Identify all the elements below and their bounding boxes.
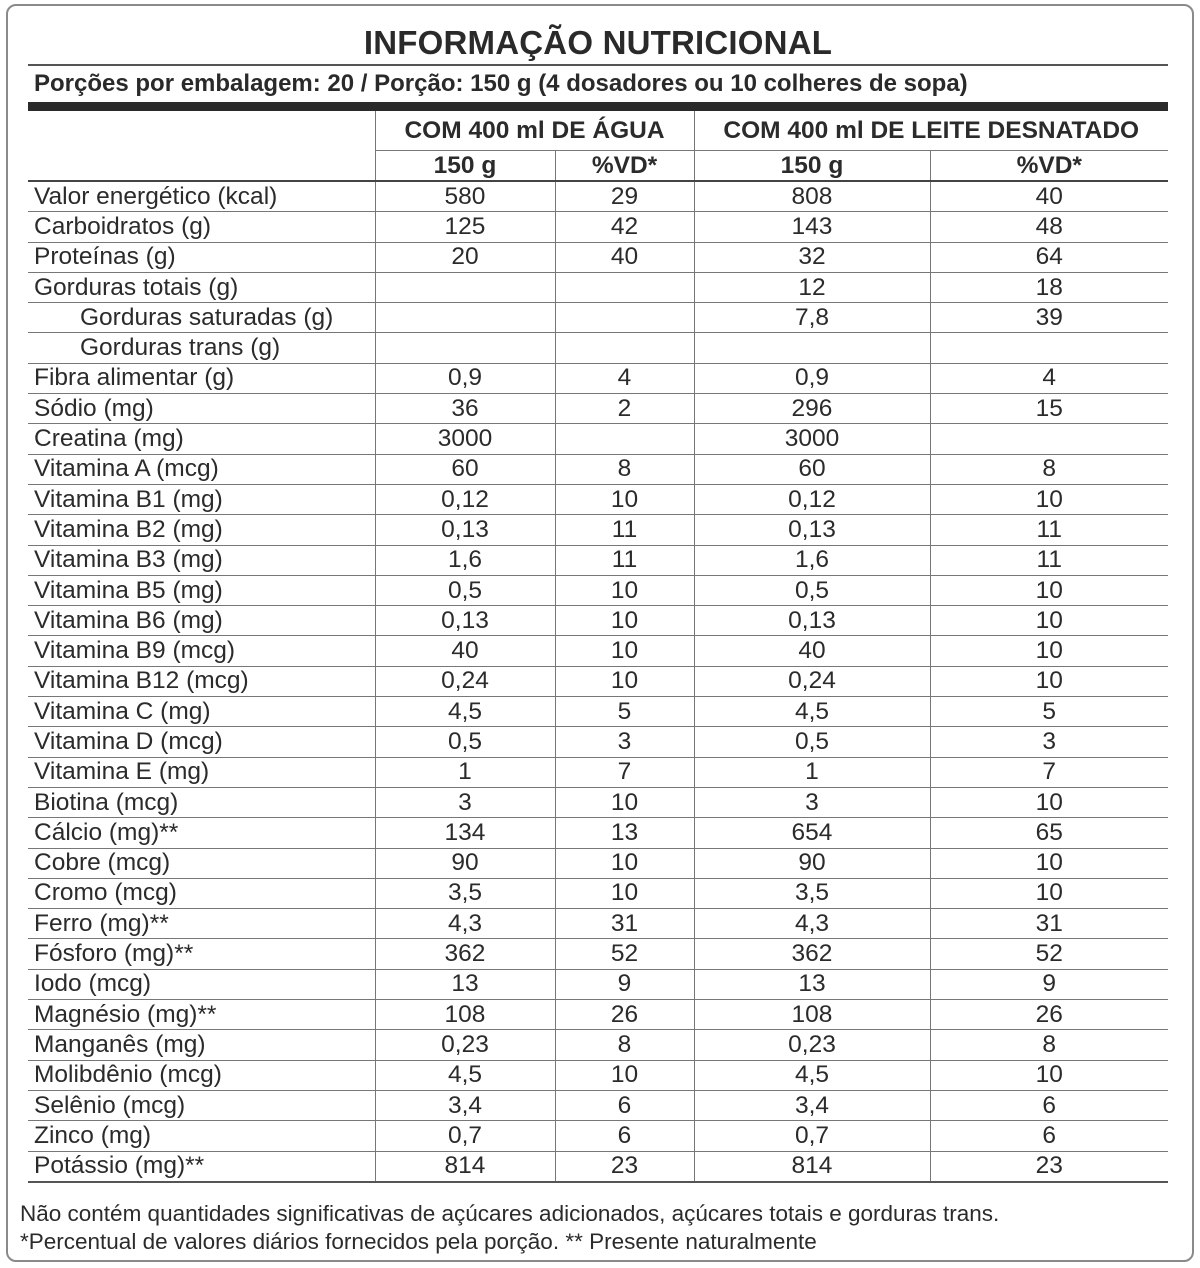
water-dv: 10 [555,575,694,605]
table-row [28,575,1168,605]
milk-amount: 4,5 [694,1060,930,1090]
water-amount: 40 [375,636,555,666]
milk-amount: 40 [694,636,930,666]
milk-dv: 10 [930,848,1168,878]
milk-dv: 5 [930,697,1168,727]
water-amount: 4,5 [375,697,555,727]
milk-dv: 10 [930,666,1168,696]
table-row [28,969,1168,999]
milk-amount: 0,24 [694,666,930,696]
table-row [28,1121,1168,1151]
milk-dv: 15 [930,394,1168,424]
milk-dv [930,333,1168,363]
milk-amount: 7,8 [694,303,930,333]
column-subheader-row [28,151,1168,182]
water-amount: 90 [375,848,555,878]
milk-amount: 4,5 [694,697,930,727]
water-dv: 23 [555,1151,694,1182]
milk-amount: 3000 [694,424,930,454]
water-amount: 134 [375,818,555,848]
milk-amount: 0,5 [694,727,930,757]
milk-amount: 12 [694,272,930,302]
milk-amount: 4,3 [694,909,930,939]
milk-amount: 654 [694,818,930,848]
nutrition-facts-panel [28,16,1168,1183]
milk-amount: 0,23 [694,1030,930,1060]
table-row [28,272,1168,302]
nutrient-name: Manganês (mg) [28,1030,375,1060]
water-dv [555,333,694,363]
milk-dv: 6 [930,1090,1168,1120]
serving-info: Porções por embalagem: 20 / Porção: 150 g (4 dosadores ou 10 colheres de sopa) [34,70,968,97]
milk-dv: 10 [930,878,1168,908]
table-row [28,878,1168,908]
table-row [28,212,1168,242]
milk-dv: 52 [930,939,1168,969]
milk-dv: 18 [930,272,1168,302]
nutrient-name: Vitamina B1 (mg) [28,484,375,514]
footnote-line-1: Não contém quantidades significativas de açúcares adicionados, açúcares totais e gorduras trans. [20,1201,1000,1226]
nutrient-name: Cobre (mcg) [28,848,375,878]
water-amount: 3,4 [375,1090,555,1120]
table-row [28,363,1168,393]
water-dv: 5 [555,697,694,727]
water-amount: 0,5 [375,727,555,757]
nutrient-rows [28,181,1168,1182]
milk-dv: 31 [930,909,1168,939]
nutrient-name: Cálcio (mg)** [28,818,375,848]
milk-amount: 0,12 [694,484,930,514]
water-dv: 6 [555,1121,694,1151]
water-amount: 1 [375,757,555,787]
nutrient-name: Vitamina C (mg) [28,697,375,727]
milk-dv: 3 [930,727,1168,757]
milk-amount: 1,6 [694,545,930,575]
milk-amount: 0,7 [694,1121,930,1151]
water-amount: 3 [375,787,555,817]
water-dv: 10 [555,606,694,636]
milk-amount: 0,9 [694,363,930,393]
milk-dv: 11 [930,545,1168,575]
milk-amount: 13 [694,969,930,999]
water-dv: 10 [555,666,694,696]
water-dv-header: %VD* [555,151,694,182]
milk-dv: 9 [930,969,1168,999]
water-amount: 0,5 [375,575,555,605]
water-amount: 0,24 [375,666,555,696]
water-amount: 1,6 [375,545,555,575]
water-dv: 8 [555,454,694,484]
milk-amount: 362 [694,939,930,969]
water-dv: 26 [555,1000,694,1030]
water-dv: 3 [555,727,694,757]
milk-amount: 0,13 [694,515,930,545]
nutrient-name: Gorduras totais (g) [28,272,375,302]
milk-dv: 40 [930,181,1168,212]
water-amount: 60 [375,454,555,484]
table-row [28,606,1168,636]
table-row [28,727,1168,757]
milk-amount: 3,4 [694,1090,930,1120]
nutrient-name: Gorduras trans (g) [28,333,375,363]
water-amount: 36 [375,394,555,424]
water-group-header: COM 400 ml DE ÁGUA [375,111,694,151]
water-dv [555,424,694,454]
water-amount: 814 [375,1151,555,1182]
table-row [28,939,1168,969]
table-row [28,909,1168,939]
milk-group-header: COM 400 ml DE LEITE DESNATADO [694,111,1168,151]
water-dv: 8 [555,1030,694,1060]
table-row [28,757,1168,787]
water-amount [375,333,555,363]
water-amount [375,303,555,333]
water-amount: 4,5 [375,1060,555,1090]
nutrient-name: Cromo (mcg) [28,878,375,908]
nutrient-name: Vitamina B9 (mcg) [28,636,375,666]
nutrient-name: Molibdênio (mcg) [28,1060,375,1090]
thick-divider [28,102,1168,111]
nutrient-name: Carboidratos (g) [28,212,375,242]
water-dv: 13 [555,818,694,848]
milk-dv: 10 [930,636,1168,666]
milk-dv: 7 [930,757,1168,787]
nutrient-name: Proteínas (g) [28,242,375,272]
milk-dv: 8 [930,454,1168,484]
table-row [28,424,1168,454]
milk-dv: 48 [930,212,1168,242]
milk-amount: 814 [694,1151,930,1182]
table-row [28,242,1168,272]
nutrient-name: Vitamina D (mcg) [28,727,375,757]
nutrient-name: Valor energético (kcal) [28,181,375,212]
milk-amount: 808 [694,181,930,212]
table-row [28,1000,1168,1030]
milk-amount: 0,13 [694,606,930,636]
table-row [28,454,1168,484]
milk-amount: 108 [694,1000,930,1030]
nutrient-name: Potássio (mg)** [28,1151,375,1182]
milk-dv: 6 [930,1121,1168,1151]
nutrient-name: Vitamina B12 (mcg) [28,666,375,696]
footnote-line-2: *Percentual de valores diários fornecidos pela porção. ** Presente naturalmente [20,1229,817,1254]
milk-dv-header: %VD* [930,151,1168,182]
water-dv: 7 [555,757,694,787]
milk-dv: 10 [930,606,1168,636]
milk-amount [694,333,930,363]
water-dv: 11 [555,545,694,575]
water-amount: 0,9 [375,363,555,393]
table-row [28,484,1168,514]
table-row [28,787,1168,817]
water-amount: 20 [375,242,555,272]
nutrient-name: Zinco (mg) [28,1121,375,1151]
milk-dv: 10 [930,1060,1168,1090]
water-amount-header: 150 g [375,151,555,182]
table-row [28,666,1168,696]
nutrient-name: Creatina (mg) [28,424,375,454]
milk-dv [930,424,1168,454]
water-dv: 10 [555,848,694,878]
milk-dv: 10 [930,787,1168,817]
milk-dv: 11 [930,515,1168,545]
water-amount: 3,5 [375,878,555,908]
milk-amount: 3,5 [694,878,930,908]
nutrient-name: Selênio (mcg) [28,1090,375,1120]
nutrient-name: Vitamina A (mcg) [28,454,375,484]
milk-dv: 26 [930,1000,1168,1030]
nutrient-name: Vitamina B3 (mg) [28,545,375,575]
water-dv: 6 [555,1090,694,1120]
water-amount: 3000 [375,424,555,454]
nutrient-name: Vitamina B5 (mg) [28,575,375,605]
footnotes [20,1200,1190,1256]
nutrient-name: Vitamina E (mg) [28,757,375,787]
milk-dv: 8 [930,1030,1168,1060]
water-dv: 4 [555,363,694,393]
milk-amount: 90 [694,848,930,878]
table-row [28,394,1168,424]
water-amount: 13 [375,969,555,999]
milk-amount-header: 150 g [694,151,930,182]
table-row [28,1151,1168,1182]
milk-dv: 39 [930,303,1168,333]
water-dv: 10 [555,787,694,817]
milk-dv: 65 [930,818,1168,848]
water-amount: 125 [375,212,555,242]
milk-amount: 0,5 [694,575,930,605]
nutrient-name: Iodo (mcg) [28,969,375,999]
water-amount: 4,3 [375,909,555,939]
table-row [28,181,1168,212]
table-row [28,1060,1168,1090]
table-title: INFORMAÇÃO NUTRICIONAL [363,24,833,61]
water-dv: 10 [555,484,694,514]
water-dv: 31 [555,909,694,939]
milk-amount: 32 [694,242,930,272]
nutrient-name: Biotina (mcg) [28,787,375,817]
water-dv: 10 [555,878,694,908]
nutrient-name: Vitamina B6 (mg) [28,606,375,636]
milk-amount: 60 [694,454,930,484]
nutrient-name: Magnésio (mg)** [28,1000,375,1030]
blank-header-cell [28,111,375,151]
water-amount: 580 [375,181,555,212]
water-dv [555,272,694,302]
table-row [28,303,1168,333]
milk-amount: 296 [694,394,930,424]
water-dv: 10 [555,1060,694,1090]
nutrient-name: Sódio (mg) [28,394,375,424]
water-amount: 0,7 [375,1121,555,1151]
water-dv [555,303,694,333]
table-row [28,1030,1168,1060]
water-amount: 0,13 [375,515,555,545]
water-amount: 0,13 [375,606,555,636]
table-row [28,848,1168,878]
water-dv: 9 [555,969,694,999]
milk-amount: 143 [694,212,930,242]
water-dv: 10 [555,636,694,666]
nutrient-name: Vitamina B2 (mg) [28,515,375,545]
nutrition-table [28,111,1168,1183]
blank-header-cell [28,151,375,182]
table-row [28,545,1168,575]
milk-dv: 23 [930,1151,1168,1182]
nutrient-name: Gorduras saturadas (g) [28,303,375,333]
milk-amount: 3 [694,787,930,817]
milk-dv: 10 [930,484,1168,514]
table-row [28,333,1168,363]
column-group-header-row [28,111,1168,151]
table-row [28,515,1168,545]
table-row [28,1090,1168,1120]
water-dv: 40 [555,242,694,272]
nutrient-name: Fósforo (mg)** [28,939,375,969]
table-row [28,636,1168,666]
water-dv: 29 [555,181,694,212]
water-dv: 42 [555,212,694,242]
water-amount: 0,23 [375,1030,555,1060]
milk-dv: 4 [930,363,1168,393]
water-dv: 52 [555,939,694,969]
water-dv: 2 [555,394,694,424]
water-dv: 11 [555,515,694,545]
table-row [28,697,1168,727]
milk-amount: 1 [694,757,930,787]
water-amount [375,272,555,302]
nutrient-name: Fibra alimentar (g) [28,363,375,393]
milk-dv: 64 [930,242,1168,272]
nutrient-name: Ferro (mg)** [28,909,375,939]
water-amount: 362 [375,939,555,969]
table-row [28,818,1168,848]
water-amount: 0,12 [375,484,555,514]
milk-dv: 10 [930,575,1168,605]
water-amount: 108 [375,1000,555,1030]
